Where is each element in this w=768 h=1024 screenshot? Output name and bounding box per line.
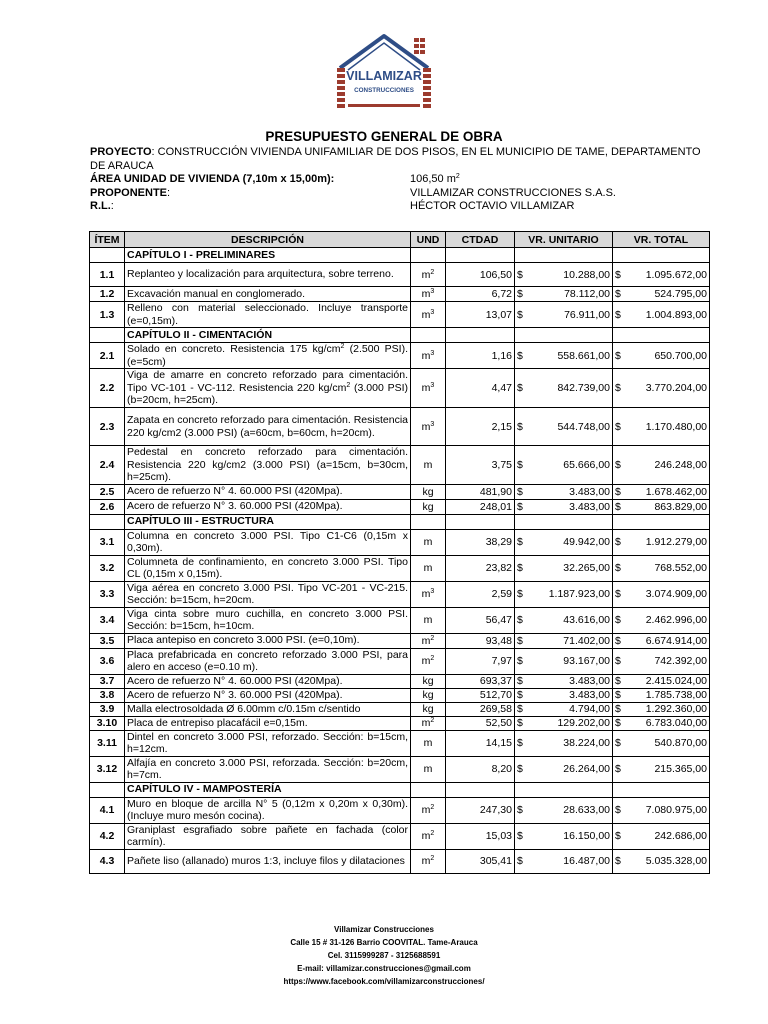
item-number: 2.2	[90, 369, 125, 408]
item-unit-value: $ 28.633,00	[515, 797, 613, 823]
table-row	[90, 446, 710, 485]
item-total-value: $ 1.170.480,00	[613, 408, 710, 446]
item-unit-value: $ 3.483,00	[515, 688, 613, 702]
item-total-value: $ 3.770.204,00	[613, 369, 710, 408]
item-quantity: 2,59	[446, 581, 515, 607]
item-unit-value: $ 3.483,00	[515, 674, 613, 688]
table-row	[90, 555, 710, 581]
item-quantity: 93,48	[446, 633, 515, 648]
item-quantity: 23,82	[446, 555, 515, 581]
item-unit: kg	[411, 499, 446, 514]
item-total-value: $ 246.248,00	[613, 446, 710, 485]
item-total-value: $ 6.674.914,00	[613, 633, 710, 648]
item-unit: $m^2$	[411, 648, 446, 674]
item-unit: m	[411, 607, 446, 633]
item-unit: kg	[411, 702, 446, 716]
header-unit-value: VR. UNITARIO	[515, 232, 613, 248]
item-unit-value: $ 76.911,00	[515, 302, 613, 328]
item-number: 1.2	[90, 287, 125, 302]
item-quantity: 248,01	[446, 499, 515, 514]
table-body	[90, 248, 710, 874]
item-description: Graniplast esgrafiado sobre pañete en fachada (color carmín).	[125, 823, 411, 849]
item-unit: $m^2$	[411, 823, 446, 849]
item-total-value: $ 2.415.024,00	[613, 674, 710, 688]
item-description: Placa prefabricada en concreto reforzado 3.000 PSI, para alero en acceso (e=0.10 m).	[125, 648, 411, 674]
proponent-row: PROPONENTE: VILLAMIZAR CONSTRUCCIONES S.A.S.	[90, 186, 616, 199]
item-unit-value: $ 16.487,00	[515, 849, 613, 873]
item-description: Zapata en concreto reforzado para cimentación. Resistencia 220 kg/cm2 (3.000 PSI) (a=60cm, b=60cm, h=20cm).	[125, 408, 411, 446]
item-unit-value: $ 4.794,00	[515, 702, 613, 716]
item-total-value: $ 2.462.996,00	[613, 607, 710, 633]
item-total-value: $ 1.095.672,00	[613, 263, 710, 287]
footer-web: https://www.facebook.com/villamizarconstrucciones/	[283, 977, 485, 986]
item-number: 1.3	[90, 302, 125, 328]
item-total-value: $ 215.365,00	[613, 756, 710, 782]
footer-email: E-mail: villamizar.construcciones@gmail.com	[297, 964, 471, 973]
item-quantity: 56,47	[446, 607, 515, 633]
table-row	[90, 823, 710, 849]
item-description: Replanteo y localización para arquitectura, sobre terreno.	[125, 263, 411, 287]
item-quantity: 247,30	[446, 797, 515, 823]
item-total-value: $ 742.392,00	[613, 648, 710, 674]
header-description: DESCRIPCIÓN	[125, 232, 411, 248]
item-description: Solado en concreto. Resistencia 175 $kg/cm^2$ (2.500 PSI). (e=5cm)	[125, 343, 411, 369]
item-description: Acero de refuerzo N° 4. 60.000 PSI (420Mpa).	[125, 674, 411, 688]
table-row	[90, 674, 710, 688]
item-total-value: $ 524.795,00	[613, 287, 710, 302]
item-quantity: 7,97	[446, 648, 515, 674]
item-number: 3.10	[90, 716, 125, 730]
item-unit-value: $ 65.666,00	[515, 446, 613, 485]
legal-rep-row: R.L.: HÉCTOR OCTAVIO VILLAMIZAR	[90, 200, 575, 212]
item-total-value: $ 7.080.975,00	[613, 797, 710, 823]
legal-rep-label: R.L.	[90, 200, 111, 212]
table-row	[90, 529, 710, 555]
chapter-title: CAPÍTULO I - PRELIMINARES	[125, 248, 411, 263]
item-unit: $m^2$	[411, 797, 446, 823]
item-total-value: $ 1.678.462,00	[613, 484, 710, 499]
item-description: Malla electrosoldada Ø 6.00mm c/0.15m c/sentido	[125, 702, 411, 716]
item-unit: kg	[411, 688, 446, 702]
table-row	[90, 716, 710, 730]
item-number: 3.5	[90, 633, 125, 648]
item-quantity: 13,07	[446, 302, 515, 328]
item-unit-value: $ 93.167,00	[515, 648, 613, 674]
item-unit: $m^2$	[411, 849, 446, 873]
item-number: 3.6	[90, 648, 125, 674]
proponent-label: PROPONENTE	[90, 186, 168, 199]
table-header-row	[90, 232, 710, 248]
item-unit: $m^2$	[411, 716, 446, 730]
item-quantity: 305,41	[446, 849, 515, 873]
item-quantity: 1,16	[446, 343, 515, 369]
item-total-value: $ 3.074.909,00	[613, 581, 710, 607]
item-description: Alfajía en concreto 3.000 PSI, reforzada. Sección: b=20cm, h=7cm.	[125, 756, 411, 782]
item-unit-value: $ 558.661,00	[515, 343, 613, 369]
item-unit-value: $ 32.265,00	[515, 555, 613, 581]
item-number: 4.1	[90, 797, 125, 823]
project-info	[90, 146, 718, 214]
item-quantity: 481,90	[446, 484, 515, 499]
project-value: CONSTRUCCIÓN VIVIENDA UNIFAMILIAR DE DOS PISOS, EN EL MUNICIPIO DE TAME, DEPARTAMENTO DE ARAUCA	[90, 146, 701, 172]
item-number: 3.8	[90, 688, 125, 702]
item-description: Columna en concreto 3.000 PSI. Tipo C1-C6 (0,15m x 0,30m).	[125, 529, 411, 555]
footer-phone: Cel. 3115999287 - 3125688591	[327, 951, 441, 960]
item-unit-value: $ 43.616,00	[515, 607, 613, 633]
item-number: 3.9	[90, 702, 125, 716]
item-unit-value: $ 71.402,00	[515, 633, 613, 648]
item-description: Dintel en concreto 3.000 PSI, reforzado. Sección: b=15cm, h=12cm.	[125, 730, 411, 756]
item-quantity: 106,50	[446, 263, 515, 287]
table-row	[90, 607, 710, 633]
item-number: 2.1	[90, 343, 125, 369]
footer-company: Villamizar Construcciones	[334, 925, 434, 934]
item-total-value: $ 5.035.328,00	[613, 849, 710, 873]
item-description: Relleno con material seleccionado. Incluye transporte (e=0,15m).	[125, 302, 411, 328]
item-description: Muro en bloque de arcilla N° 5 (0,12m x 0,20m x 0,30m). (Incluye muro mesón cocina).	[125, 797, 411, 823]
table-row	[90, 702, 710, 716]
header-total-value: VR. TOTAL	[613, 232, 710, 248]
chapter-row	[90, 514, 710, 529]
item-quantity: 512,70	[446, 688, 515, 702]
item-number: 3.4	[90, 607, 125, 633]
item-number: 3.7	[90, 674, 125, 688]
item-unit: $m^3$	[411, 302, 446, 328]
legal-rep-value: HÉCTOR OCTAVIO VILLAMIZAR	[410, 200, 575, 212]
item-number: 3.2	[90, 555, 125, 581]
table-row	[90, 343, 710, 369]
item-unit-value: $ 544.748,00	[515, 408, 613, 446]
item-unit-value: $ 38.224,00	[515, 730, 613, 756]
item-unit: $m^3$	[411, 287, 446, 302]
item-unit-value: $ 129.202,00	[515, 716, 613, 730]
item-total-value: $ 540.870,00	[613, 730, 710, 756]
table-row	[90, 484, 710, 499]
item-unit-value: $ 10.288,00	[515, 263, 613, 287]
item-quantity: 6,72	[446, 287, 515, 302]
item-total-value: $ 1.785.738,00	[613, 688, 710, 702]
logo-subtitle: CONSTRUCCIONES	[354, 87, 414, 94]
item-quantity: 38,29	[446, 529, 515, 555]
item-description: Viga aérea en concreto 3.000 PSI. Tipo VC-201 - VC-215. Sección: b=15cm, h=20cm.	[125, 581, 411, 607]
item-number: 4.2	[90, 823, 125, 849]
area-label: ÁREA UNIDAD DE VIVIENDA (7,10m x 15,00m)	[90, 173, 331, 185]
area-value: 106,50 $m^2$	[410, 173, 460, 185]
item-total-value: $ 1.292.360,00	[613, 702, 710, 716]
item-unit: m	[411, 730, 446, 756]
item-number: 3.3	[90, 581, 125, 607]
item-number: 3.12	[90, 756, 125, 782]
item-total-value: $ 242.686,00	[613, 823, 710, 849]
item-total-value: $ 650.700,00	[613, 343, 710, 369]
chapter-title: CAPÍTULO IV - MAMPOSTERÍA	[125, 782, 411, 797]
item-quantity: 15,03	[446, 823, 515, 849]
item-description: Acero de refuerzo N° 3. 60.000 PSI (420Mpa).	[125, 688, 411, 702]
header-quantity: CTDAD	[446, 232, 515, 248]
item-unit-value: $ 26.264,00	[515, 756, 613, 782]
item-unit: $m^3$	[411, 343, 446, 369]
item-number: 2.4	[90, 446, 125, 485]
item-number: 2.3	[90, 408, 125, 446]
item-unit: $m^3$	[411, 581, 446, 607]
item-number: 2.5	[90, 484, 125, 499]
table-row	[90, 648, 710, 674]
footer	[0, 923, 768, 988]
footer-address: Calle 15 # 31-126 Barrio COOVITAL. Tame-Arauca	[290, 938, 478, 947]
budget-table	[89, 231, 710, 874]
item-unit: $m^3$	[411, 369, 446, 408]
table-row	[90, 499, 710, 514]
item-description: Excavación manual en conglomerado.	[125, 287, 411, 302]
item-unit: kg	[411, 674, 446, 688]
item-unit-value: $ 16.150,00	[515, 823, 613, 849]
item-total-value: $ 863.829,00	[613, 499, 710, 514]
item-number: 3.11	[90, 730, 125, 756]
item-quantity: 3,75	[446, 446, 515, 485]
table-row	[90, 756, 710, 782]
logo-name: VILLAMIZAR	[346, 69, 422, 83]
item-unit: m	[411, 756, 446, 782]
item-description: Columneta de confinamiento, en concreto 3.000 PSI. Tipo CL (0,15m x 0,15m).	[125, 555, 411, 581]
header-item: ÍTEM	[90, 232, 125, 248]
table-row	[90, 688, 710, 702]
table-row	[90, 408, 710, 446]
item-quantity: 52,50	[446, 716, 515, 730]
item-total-value: $ 1.912.279,00	[613, 529, 710, 555]
item-unit: m	[411, 529, 446, 555]
table-row	[90, 369, 710, 408]
item-quantity: 4,47	[446, 369, 515, 408]
table-row	[90, 797, 710, 823]
project-row: PROYECTO: CONSTRUCCIÓN VIVIENDA UNIFAMILIAR DE DOS PISOS, EN EL MUNICIPIO DE TAME, DEPARTAMENTO DE ARAUCA	[90, 146, 701, 172]
item-unit-value: $ 1.187.923,00	[515, 581, 613, 607]
item-description: Pañete liso (allanado) muros 1:3, incluye filos y dilataciones	[125, 849, 411, 873]
item-quantity: 2,15	[446, 408, 515, 446]
project-label: PROYECTO	[90, 146, 152, 158]
chapter-row	[90, 248, 710, 263]
chapter-row	[90, 328, 710, 343]
item-number: 2.6	[90, 499, 125, 514]
item-unit: $m^2$	[411, 633, 446, 648]
item-unit: $m^2$	[411, 263, 446, 287]
item-quantity: 269,58	[446, 702, 515, 716]
item-unit-value: $ 842.739,00	[515, 369, 613, 408]
table-row	[90, 263, 710, 287]
chapter-row	[90, 782, 710, 797]
item-unit-value: $ 78.112,00	[515, 287, 613, 302]
item-description: Pedestal en concreto reforzado para cimentación. Resistencia 220 kg/cm2 (3.000 PSI) (a=15cm, b=30cm, h=25cm).	[125, 446, 411, 485]
item-number: 3.1	[90, 529, 125, 555]
item-unit: m	[411, 446, 446, 485]
proponent-value: VILLAMIZAR CONSTRUCCIONES S.A.S.	[410, 186, 616, 199]
item-total-value: $ 768.552,00	[613, 555, 710, 581]
header-unit: UND	[411, 232, 446, 248]
company-logo	[334, 30, 434, 110]
table-row	[90, 581, 710, 607]
item-description: Acero de refuerzo N° 4. 60.000 PSI (420Mpa).	[125, 484, 411, 499]
chapter-title: CAPÍTULO III - ESTRUCTURA	[125, 514, 411, 529]
table-row	[90, 287, 710, 302]
document-title: PRESUPUESTO GENERAL DE OBRA	[265, 129, 503, 144]
item-unit: kg	[411, 484, 446, 499]
item-unit: $m^3$	[411, 408, 446, 446]
item-description: Placa de entrepiso placafácil e=0,15m.	[125, 716, 411, 730]
item-description: Viga de amarre en concreto reforzado para cimentación. Tipo VC-101 - VC-112. Resistencia 220 $kg/cm^2$ (3.000 PSI) (b=20cm, h=25cm).	[125, 369, 411, 408]
item-number: 4.3	[90, 849, 125, 873]
item-quantity: 8,20	[446, 756, 515, 782]
item-quantity: 14,15	[446, 730, 515, 756]
item-description: Placa antepiso en concreto 3.000 PSI. (e=0,10m).	[125, 633, 411, 648]
table-row	[90, 849, 710, 873]
table-row	[90, 302, 710, 328]
item-description: Acero de refuerzo N° 3. 60.000 PSI (420Mpa).	[125, 499, 411, 514]
item-unit-value: $ 3.483,00	[515, 484, 613, 499]
area-row: ÁREA UNIDAD DE VIVIENDA (7,10m x 15,00m): 106,50 $m^2$	[90, 173, 460, 185]
item-unit: m	[411, 555, 446, 581]
table-row	[90, 730, 710, 756]
item-unit-value: $ 3.483,00	[515, 499, 613, 514]
item-number: 1.1	[90, 263, 125, 287]
item-total-value: $ 6.783.040,00	[613, 716, 710, 730]
item-quantity: 693,37	[446, 674, 515, 688]
table-row	[90, 633, 710, 648]
item-description: Viga cinta sobre muro cuchilla, en concreto 3.000 PSI. Sección: b=15cm, h=10cm.	[125, 607, 411, 633]
item-unit-value: $ 49.942,00	[515, 529, 613, 555]
item-total-value: $ 1.004.893,00	[613, 302, 710, 328]
chapter-title: CAPÍTULO II - CIMENTACIÓN	[125, 328, 411, 343]
